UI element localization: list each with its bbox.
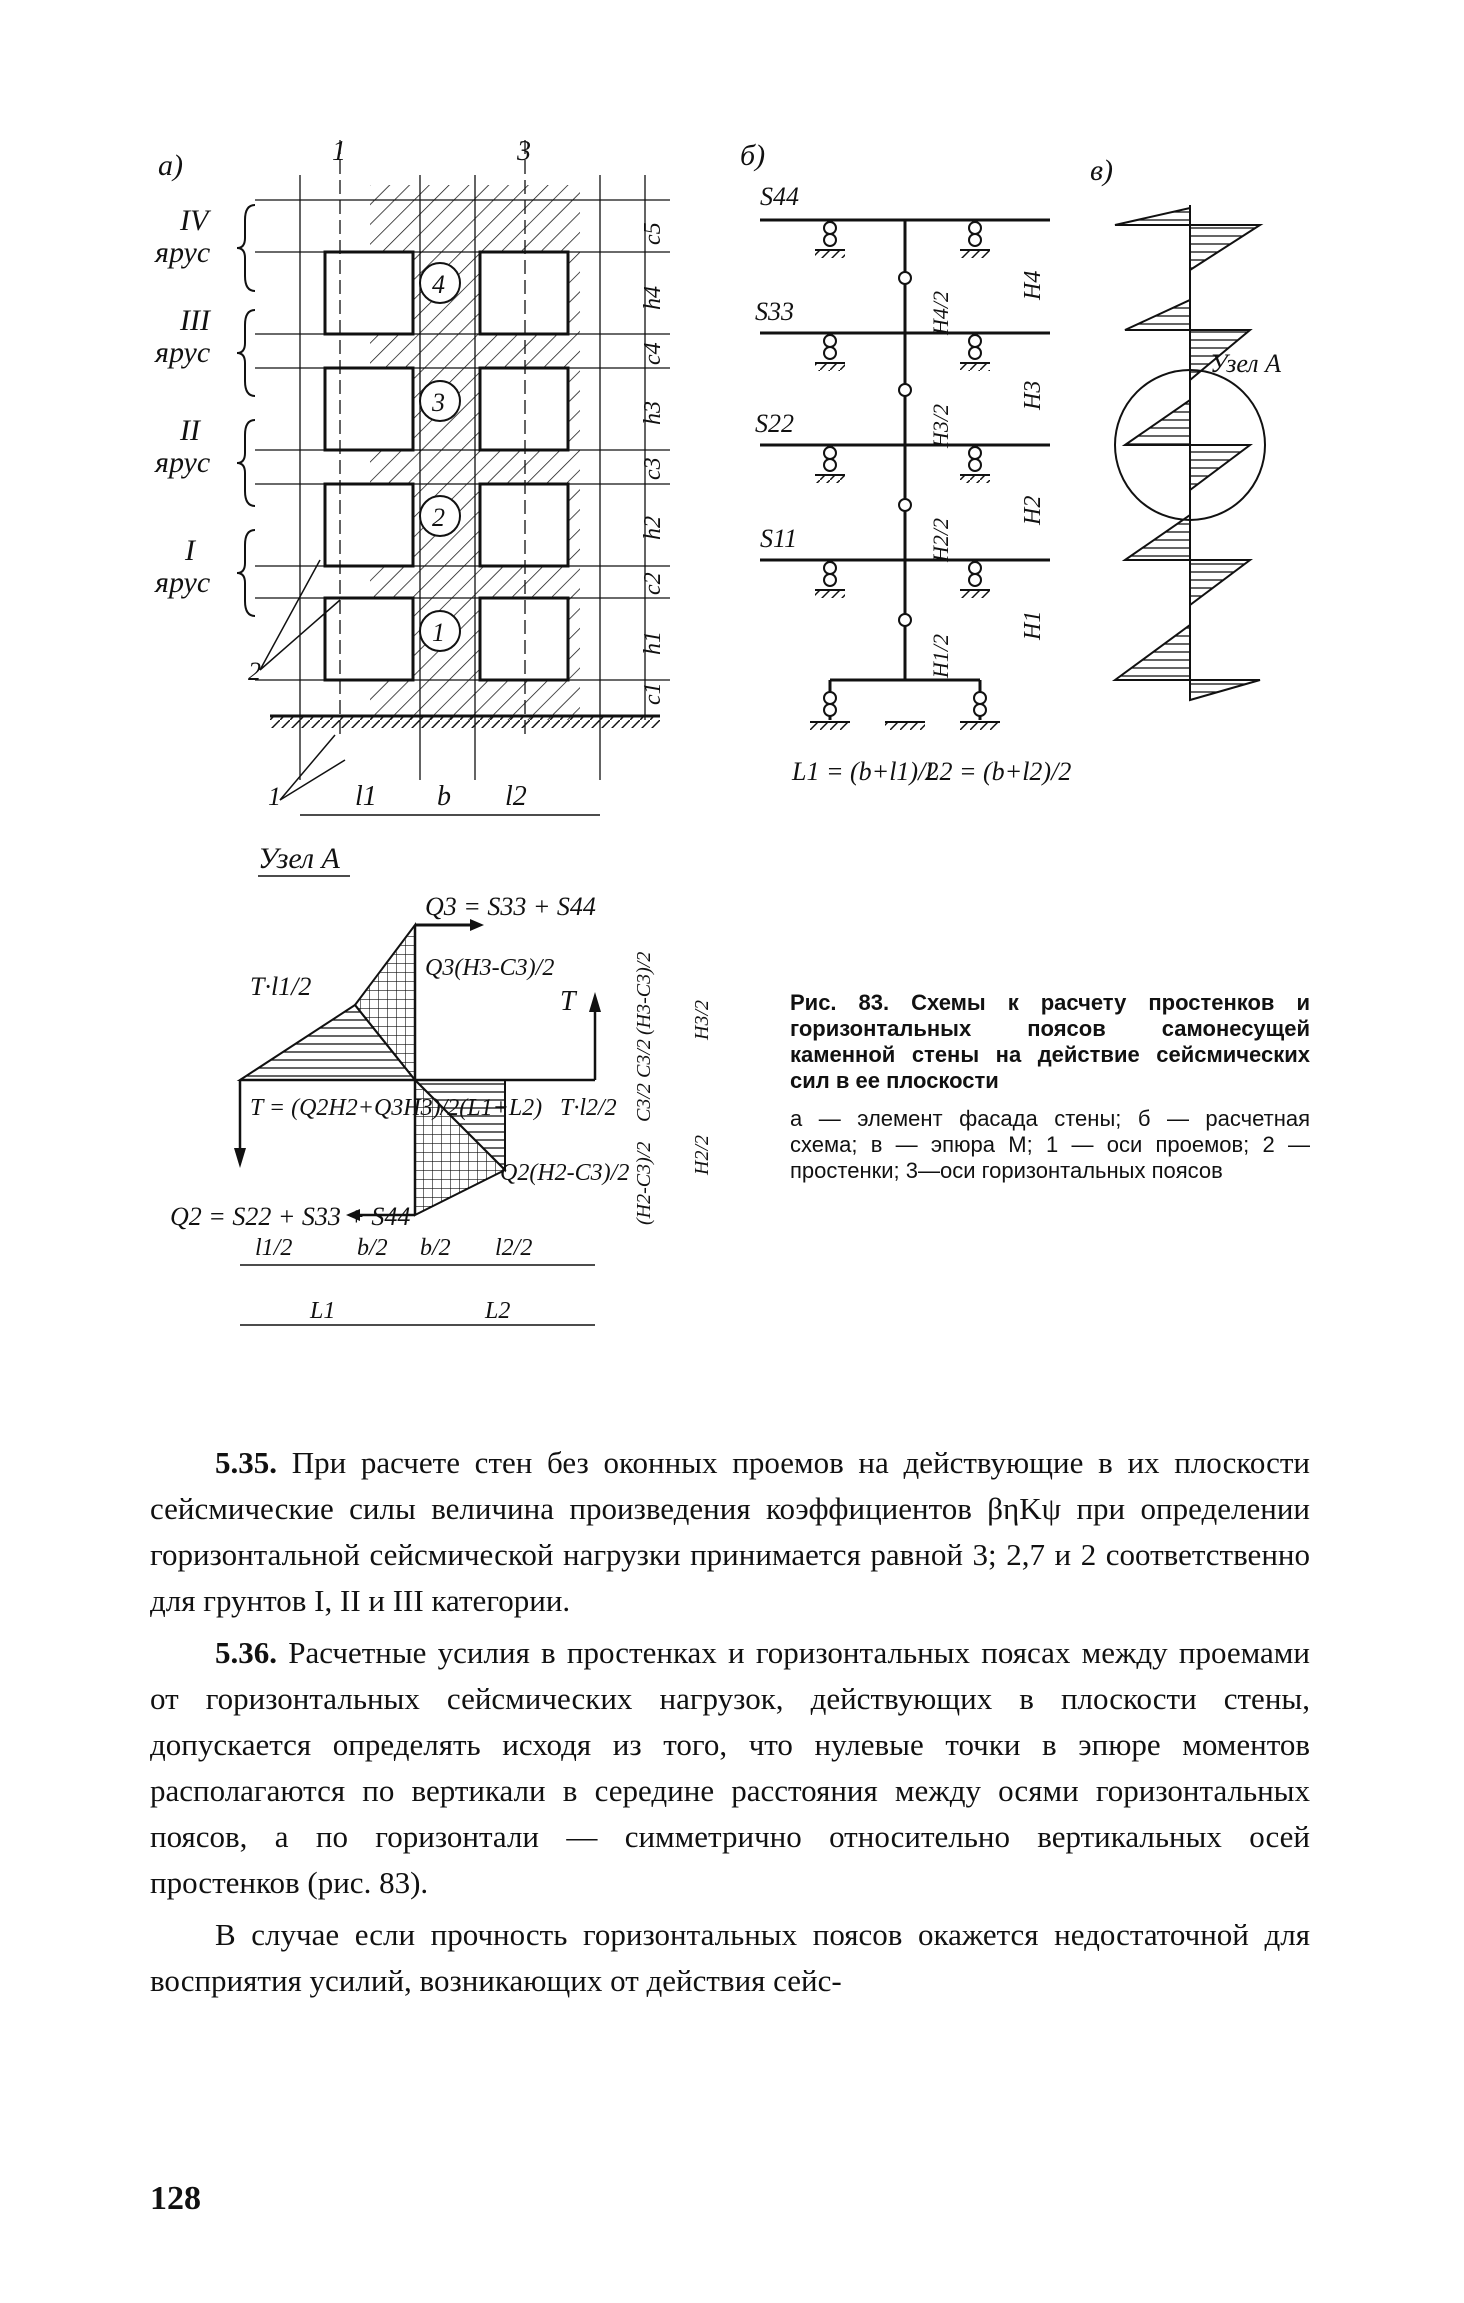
- node-dim-c3-lower: C3/2: [633, 1083, 655, 1122]
- q2-label: Q2 = S22 + S33 + S44: [170, 1202, 411, 1231]
- tier-4-word: ярус: [155, 236, 211, 269]
- node-dim-c3-upper: C3/2: [633, 1039, 655, 1078]
- paragraph-5-35-text: При расчете стен без оконных проемов на действующие в их плоскости сейсмические силы величина произведения коэффициентов βηKψ при определении горизонтальной сейсмической нагрузки принимается равной 3; 2,7 и 2 соответственно для грунтов I, II и III категории.: [150, 1445, 1310, 1618]
- belt-1: 1: [432, 618, 445, 647]
- node-total-h2: H2/2: [691, 1135, 713, 1175]
- height-h2: H2: [1020, 495, 1046, 525]
- dim-h1: h1: [640, 631, 666, 655]
- node-dim-l2-half: l2/2: [495, 1235, 533, 1261]
- tier-2-numeral: II: [180, 414, 200, 447]
- clause-number-5-35: 5.35.: [215, 1445, 277, 1480]
- dim-c4: c4: [640, 342, 666, 365]
- half-h2: H2/2: [928, 518, 953, 562]
- dim-c1: c1: [640, 682, 666, 705]
- tier-labels: [154, 204, 212, 599]
- panel-a: [154, 136, 670, 815]
- height-h3: H3: [1020, 380, 1046, 410]
- body-text: [150, 1440, 1310, 2010]
- half-h1: H1/2: [928, 634, 953, 678]
- l2-formula: L2 = (b+l2)/2: [925, 757, 1072, 786]
- dim-l1: l1: [355, 781, 377, 812]
- page-number: 128: [150, 2180, 201, 2217]
- force-s33: S33: [755, 297, 794, 326]
- force-s22: S22: [755, 409, 794, 438]
- panel-c-label: в): [1090, 154, 1114, 187]
- panel-b-label: б): [740, 139, 766, 172]
- height-h1: H1: [1020, 610, 1046, 640]
- force-s11: S11: [760, 524, 798, 553]
- belt-4: 4: [432, 270, 445, 299]
- dim-b: b: [437, 781, 451, 812]
- q3-moment: Q3(H3-C3)/2: [425, 955, 555, 981]
- axis-3-label: 3: [517, 136, 531, 167]
- height-h4: H4: [1020, 270, 1046, 300]
- dim-h3: h3: [640, 401, 666, 425]
- node-dim-h2c3: (H2-C3)/2: [633, 1141, 655, 1225]
- dim-c2: c2: [640, 572, 666, 595]
- node-a-title: Узел А: [258, 842, 340, 875]
- q2-moment: Q2(H2-C3)/2: [500, 1160, 630, 1186]
- tier-1-numeral: I: [185, 534, 195, 567]
- panel-a-label: а): [158, 149, 183, 182]
- clause-number-5-36: 5.36.: [215, 1635, 277, 1670]
- node-dim-h3c3: (H3-C3)/2: [633, 951, 655, 1035]
- node-a-label: Узел А: [1210, 349, 1281, 378]
- half-h4: H4/2: [928, 291, 953, 335]
- half-height-labels: [928, 291, 953, 679]
- dim-l2: l2: [505, 781, 527, 812]
- right-dims: [640, 222, 666, 705]
- t-formula: T = (Q2H2+Q3H3)/2(L1+L2): [250, 1095, 543, 1121]
- panel-b: [740, 139, 1071, 786]
- caption-title: Рис. 83. Схемы к расчету простенков и горизонтальных поясов самонесущей каменной стены на действие сейсмических сил в ее плоскости: [790, 990, 1310, 1093]
- node-total-l2: L2: [485, 1298, 511, 1324]
- figure-caption: [790, 990, 1310, 1184]
- l1-formula: L1 = (b+l1)/2: [792, 757, 939, 786]
- t-l2-label: T·l2/2: [560, 1095, 617, 1121]
- node-total-l1: L1: [310, 1298, 336, 1324]
- node-right-dims: [633, 952, 713, 1225]
- panel-c: [1090, 154, 1281, 700]
- dim-h2: h2: [640, 516, 666, 540]
- tier-3-word: ярус: [155, 336, 211, 369]
- node-total-h3: H3/2: [691, 1000, 713, 1040]
- axis-callout: 1: [268, 782, 281, 811]
- dim-h4: h4: [640, 286, 666, 310]
- axis-1-label: 1: [332, 136, 346, 167]
- belt-2: 2: [432, 503, 445, 532]
- q3-label: Q3 = S33 + S44: [425, 892, 596, 921]
- tier-2-word: ярус: [155, 446, 211, 479]
- node-dim-l1-half: l1/2: [255, 1235, 293, 1261]
- node-dim-b-half-right: b/2: [420, 1235, 451, 1261]
- node-bottom-dims: [255, 1235, 532, 1324]
- paragraph-continuation: В случае если прочность горизонтальных поясов окажется недостаточной для восприятия усилий, возникающих от действия сейс-: [150, 1917, 1310, 1998]
- dim-c3: c3: [640, 457, 666, 480]
- belt-3: 3: [432, 388, 445, 417]
- half-h3: H3/2: [928, 404, 953, 448]
- paragraph-5-36: [150, 1630, 1310, 1906]
- dim-c5: c5: [640, 222, 666, 245]
- paragraph-5-35: [150, 1440, 1310, 1624]
- pier-callout: 2: [248, 657, 261, 686]
- node-a-detail: [170, 842, 713, 1325]
- caption-legend: а — элемент фасада стены; б — расчетная схема; в — эпюра М; 1 — оси проемов; 2 — простенки; 3—оси горизонтальных поясов: [790, 1106, 1310, 1183]
- height-labels: [1020, 271, 1046, 641]
- t-l1-label: T·l1/2: [250, 972, 312, 1001]
- paragraph-5-36-text: Расчетные усилия в простенках и горизонтальных поясах между проемами от горизонтальных сейсмических нагрузок, действующих в плоскости стены, допускается определять исходя из того, что нулевые точки в эпюре моментов располагаются по вертикали в середине расстояния между осями горизонтальных поясов, а по горизонтали — симметрично относительно вертикальных осей простенков (рис. 83).: [150, 1635, 1310, 1900]
- tier-1-word: ярус: [155, 566, 211, 599]
- node-dim-b-half-left: b/2: [357, 1235, 388, 1261]
- force-labels: [755, 182, 799, 553]
- tier-3-numeral: III: [180, 304, 210, 337]
- t-label: T: [560, 986, 576, 1017]
- force-s44: S44: [760, 182, 799, 211]
- tier-4-numeral: IV: [180, 204, 209, 237]
